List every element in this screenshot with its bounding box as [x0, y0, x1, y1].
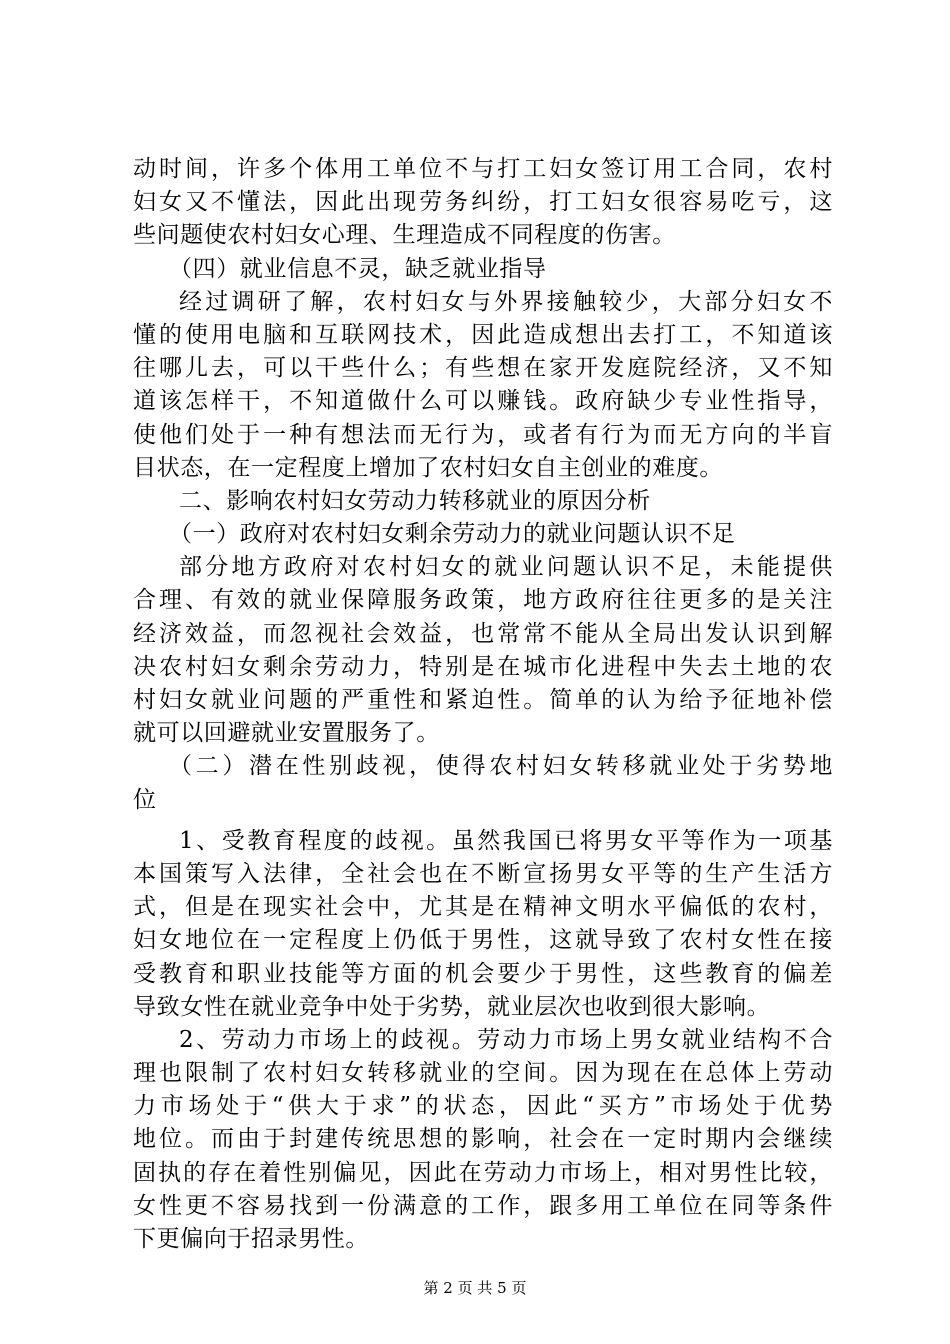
text-line: 往哪儿去，可以干些什么；有些想在家开发庭院经济，又不知	[133, 355, 833, 382]
text-line: 经济效益，而忽视社会效益，也常常不能从全局出发认识到解	[133, 620, 833, 647]
text-line: 固执的存在着性别偏见，因此在劳动力市场上，相对男性比较，	[133, 1159, 833, 1186]
paragraph-gap	[133, 817, 833, 825]
text-line: 1、受教育程度的歧视。虽然我国已将男女平等作为一项基	[179, 827, 833, 854]
text-line: 式，但是在现实社会中，尤其是在精神文明水平偏低的农村，	[133, 894, 833, 921]
text-line: 部分地方政府对农村妇女的就业问题认识不足，未能提供	[179, 554, 833, 581]
text-line: 妇女地位在一定程度上仍低于男性，这就导致了农村女性在接	[133, 927, 833, 954]
text-line: 些问题使农村妇女心理、生理造成不同程度的伤害。	[133, 222, 676, 249]
text-line: （四）就业信息不灵，缺乏就业指导	[169, 255, 547, 282]
text-line: 村妇女就业问题的严重性和紧迫性。简单的认为给予征地补偿	[133, 687, 833, 713]
text-line: 就可以回避就业安置服务了。	[133, 720, 440, 747]
text-line: 经过调研了解，农村妇女与外界接触较少，大部分妇女不	[179, 288, 833, 315]
text-line: 理也限制了农村妇女转移就业的空间。因为现在在总体上劳动	[133, 1060, 833, 1087]
text-line: 位	[133, 786, 157, 813]
text-line: 2、劳动力市场上的歧视。劳动力市场上男女就业结构不合	[179, 1026, 833, 1053]
page-footer: 第 2 页 共 5 页	[423, 1279, 527, 1297]
text-line: 女性更不容易找到一份满意的工作，跟多用工单位在同等条件	[133, 1192, 833, 1219]
text-line: 本国策写入法律，全社会也在不断宣扬男女平等的生产生活方	[133, 860, 833, 887]
text-line: 动时间，许多个体用工单位不与打工妇女签订用工合同，农村	[133, 156, 833, 182]
text-line: 道该怎样干，不知道做什么可以赚钱。政府缺少专业性指导，	[133, 388, 833, 415]
text-line: 二、影响农村妇女劳动力转移就业的原因分析	[179, 487, 651, 514]
text-line: 合理、有效的就业保障服务政策，地方政府往往更多的是关注	[133, 587, 833, 614]
text-line: 目状态，在一定程度上增加了农村妇女自主创业的难度。	[133, 454, 723, 481]
text-line: 受教育和职业技能等方面的机会要少于男性，这些教育的偏差	[133, 960, 833, 987]
text-line: 妇女又不懂法，因此出现劳务纠纷，打工妇女很容易吃亏，这	[133, 189, 833, 216]
text-line: （一）政府对农村妇女剩余劳动力的就业问题认识不足	[169, 521, 736, 548]
body-text	[133, 153, 833, 1256]
text-line: 决农村妇女剩余劳动力，特别是在城市化进程中失去土地的农	[133, 653, 833, 680]
text-line: 使他们处于一种有想法而无行为，或者有行为而无方向的半盲	[133, 421, 833, 448]
text-line: 地位。而由于封建传统思想的影响，社会在一定时期内会继续	[133, 1126, 833, 1153]
text-line: 导致女性在就业竞争中处于劣势，就业层次也收到很大影响。	[133, 993, 771, 1020]
text-line: 下更偏向于招录男性。	[133, 1226, 369, 1252]
text-line: （二）潜在性别歧视，使得农村妇女转移就业处于劣势地	[169, 753, 833, 780]
text-line: 力市场处于“供大于求”的状态，因此“买方”市场处于优势	[133, 1093, 833, 1120]
text-line: 懂的使用电脑和互联网技术，因此造成想出去打工，不知道该	[133, 321, 833, 348]
